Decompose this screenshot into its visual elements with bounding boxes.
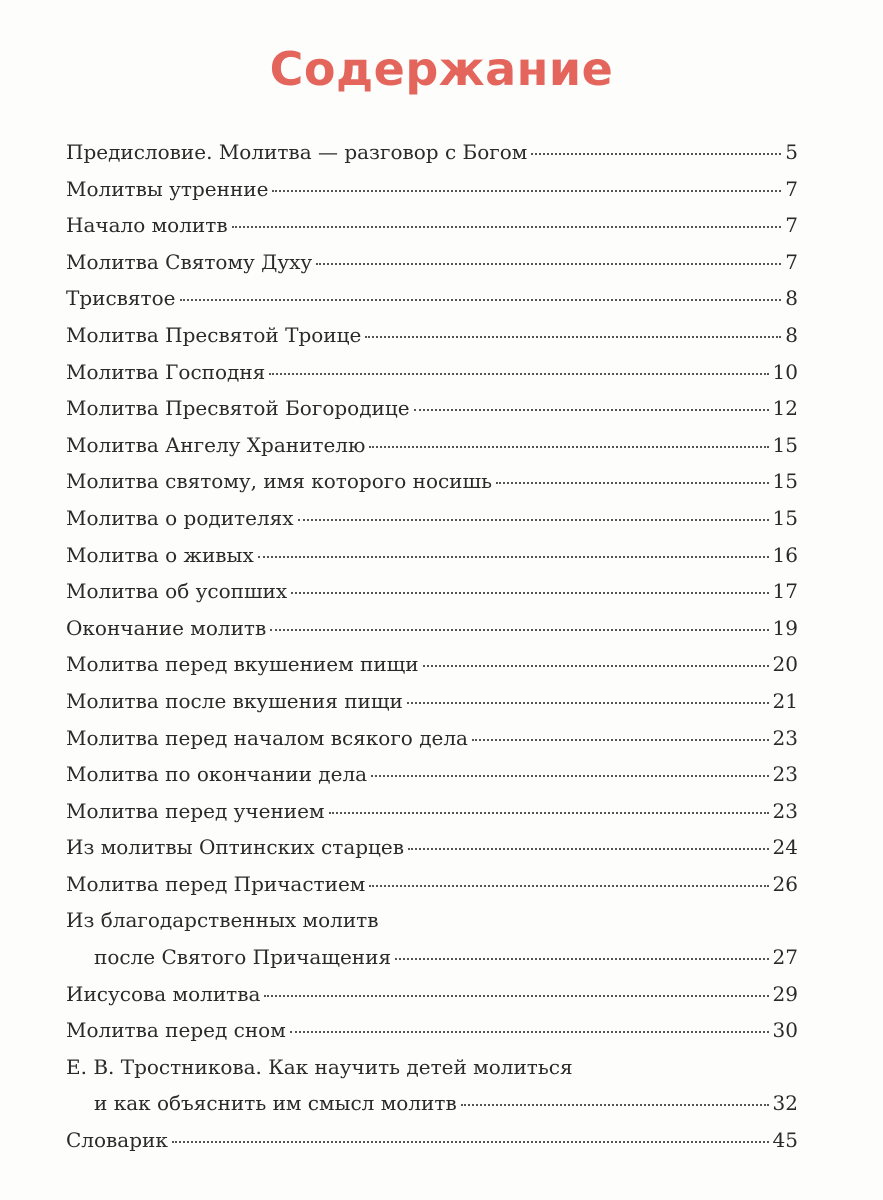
toc-page-number: 12	[772, 396, 798, 421]
toc-entry	[66, 720, 798, 757]
dot-leader	[316, 263, 781, 265]
toc-page-number: 23	[772, 798, 798, 823]
dot-leader	[496, 482, 769, 484]
table-of-contents	[66, 134, 798, 1159]
toc-page-number: 29	[772, 981, 798, 1006]
dot-leader	[258, 556, 769, 558]
dot-leader	[290, 1031, 769, 1033]
toc-entry-title: Молитва об усопших	[66, 579, 288, 604]
toc-entry-title: Молитва святому, имя которого носишь	[66, 469, 492, 494]
toc-entry	[66, 317, 798, 354]
toc-page-number: 5	[785, 140, 798, 164]
dot-leader	[180, 299, 782, 301]
toc-page-number: 7	[785, 176, 798, 201]
toc-entry-title: Молитва Святому Духу	[66, 249, 313, 274]
dot-leader	[329, 812, 769, 814]
toc-entry	[66, 500, 798, 537]
dot-leader	[172, 1141, 769, 1143]
dot-leader	[298, 519, 769, 521]
toc-entry	[66, 244, 798, 281]
toc-entry-title: Из молитвы Оптинских старцев	[66, 835, 405, 860]
dot-leader	[395, 958, 768, 960]
toc-entry-title: Молитва о родителях	[66, 505, 294, 530]
toc-page-number: 8	[785, 322, 798, 347]
toc-page-number: 23	[772, 725, 798, 750]
toc-page-number: 27	[772, 945, 798, 970]
dot-leader	[369, 446, 768, 448]
dot-leader	[232, 226, 782, 228]
toc-entry-title: Молитва о живых	[66, 542, 254, 567]
toc-page-number: 7	[785, 249, 798, 274]
dot-leader	[269, 373, 768, 375]
toc-entry	[66, 280, 798, 317]
toc-page-number: 15	[772, 505, 798, 530]
toc-entry-title: Молитва перед учением	[66, 798, 325, 823]
toc-page-number: 7	[785, 213, 798, 238]
toc-entry-title: после Святого Причащения	[94, 945, 392, 970]
dot-leader	[461, 1104, 769, 1106]
toc-entry-title: Предисловие. Молитва — разговор с Богом	[66, 140, 528, 164]
toc-entry	[66, 354, 798, 391]
toc-entry-title: Молитва перед вкушением пищи	[66, 652, 419, 677]
toc-entry	[66, 976, 798, 1013]
toc-entry	[66, 756, 798, 793]
toc-entry	[66, 463, 798, 500]
toc-entry-title: Молитва Господня	[66, 359, 266, 384]
dot-leader	[371, 775, 768, 777]
dot-leader	[531, 153, 781, 155]
toc-entry-title: и как объяснить им смысл молитв	[94, 1091, 457, 1116]
toc-page-number: 30	[772, 1018, 798, 1043]
toc-entry-title: Словарик	[66, 1128, 168, 1153]
dot-leader	[423, 665, 769, 667]
toc-page-number: 20	[772, 652, 798, 677]
dot-leader	[264, 995, 768, 997]
toc-entry-title: Молитва Пресвятой Богородице	[66, 396, 410, 421]
toc-entry-title: Окончание молитв	[66, 615, 267, 640]
toc-entry-title: Молитва перед началом всякого дела	[66, 725, 468, 750]
dot-leader	[407, 702, 769, 704]
toc-page-number: 10	[772, 359, 798, 384]
toc-page-number: 15	[772, 469, 798, 494]
toc-page-number: 16	[772, 542, 798, 567]
toc-entry	[66, 683, 798, 720]
dot-leader	[291, 592, 768, 594]
dot-leader	[472, 739, 769, 741]
toc-page-number: 26	[772, 871, 798, 896]
toc-entry-title: Молитвы утренние	[66, 176, 269, 201]
toc-page-number: 17	[772, 579, 798, 604]
toc-page-number: 45	[772, 1128, 798, 1153]
toc-page-number: 19	[772, 615, 798, 640]
dot-leader	[365, 336, 781, 338]
toc-entry	[66, 427, 798, 464]
toc-entry-title: Молитва перед Причастием	[66, 871, 366, 896]
toc-entry	[66, 1085, 798, 1122]
toc-page-number: 21	[772, 688, 798, 713]
toc-entry-title: Молитва Ангелу Хранителю	[66, 432, 366, 457]
toc-entry-heading: Е. В. Тростникова. Как научить детей молиться	[66, 1054, 573, 1079]
toc-entry	[66, 171, 798, 208]
toc-entry	[66, 537, 798, 574]
toc-entry-title: Трисвятое	[66, 286, 176, 311]
dot-leader	[408, 848, 769, 850]
page-title: Содержание	[269, 42, 614, 96]
toc-entry	[66, 573, 798, 610]
toc-entry	[66, 939, 798, 976]
dot-leader	[270, 629, 768, 631]
toc-entry-title: Начало молитв	[66, 213, 228, 238]
toc-entry-title: Молитва по окончании дела	[66, 762, 368, 787]
toc-entry-title: Молитва после вкушения пищи	[66, 688, 403, 713]
toc-page-number: 32	[772, 1091, 798, 1116]
toc-entry-title: Молитва перед сном	[66, 1018, 286, 1043]
dot-leader	[272, 190, 781, 192]
toc-entry	[66, 829, 798, 866]
toc-entry	[66, 207, 798, 244]
toc-entry	[66, 793, 798, 830]
toc-entry	[66, 866, 798, 903]
toc-page-number: 24	[772, 835, 798, 860]
toc-page-number: 23	[772, 762, 798, 787]
toc-entry	[66, 1122, 798, 1159]
toc-page-number: 15	[772, 432, 798, 457]
toc-entry-heading: Из благодарственных молитв	[66, 908, 379, 933]
toc-entry-title: Молитва Пресвятой Троице	[66, 322, 362, 347]
toc-entry	[66, 646, 798, 683]
toc-entry	[66, 390, 798, 427]
toc-entry	[66, 610, 798, 647]
dot-leader	[369, 885, 768, 887]
dot-leader	[414, 409, 769, 411]
toc-page-number: 8	[785, 286, 798, 311]
toc-entry-title: Иисусова молитва	[66, 981, 261, 1006]
toc-entry	[66, 1012, 798, 1049]
toc-entry	[66, 134, 798, 171]
